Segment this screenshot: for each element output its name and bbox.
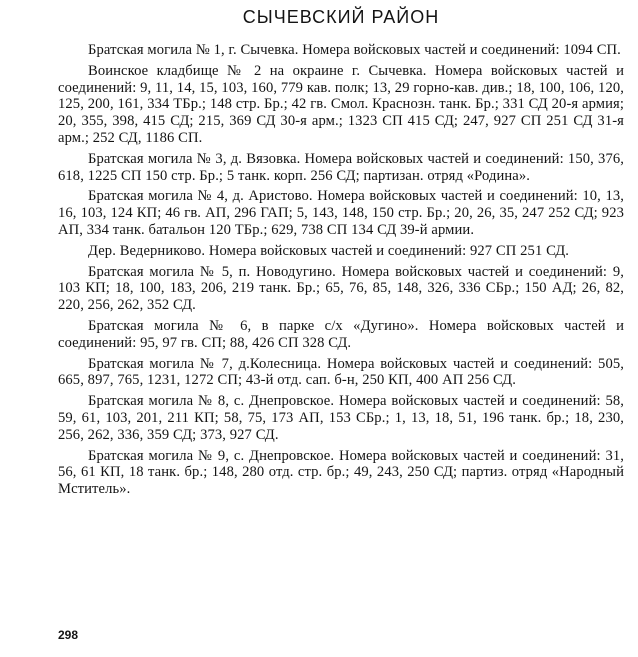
page-number: 298 bbox=[58, 628, 79, 642]
page-body bbox=[58, 6, 624, 502]
entry-mass-grave-9: Братская могила № 9, с. Днепровское. Номера войсковых частей и соединений: 31, 56, 61 КП, 18 танк. бр.; 148, 280 отд. стр. бр.; 49, 243, 250 СД; партиз. отряд «Народный Мститель». bbox=[58, 447, 624, 498]
page-title: СЫЧЕВСКИЙ РАЙОН bbox=[242, 7, 440, 27]
entry-mass-grave-3: Братская могила № 3, д. Вязовка. Номера войсковых частей и соединений: 150, 376, 618, 1225 СП 150 стр. Бр.; 5 танк. корп. 256 СД; партизан. отряд «Родина». bbox=[58, 150, 624, 184]
entry-military-cemetery-2: Воинское кладбище № 2 на окраине г. Сычевка. Номера войсковых частей и соединений: 9, 11, 14, 15, 103, 160, 779 кав. полк; 13, 29 горно-кав. див.; 18, 100, 106, 120, 125, 200, 161, 334 ТБр.; 148 стр. Бр.; 42 гв. Смол. Краснозн. танк. Бр.; 331 СД 20-я армия; 20, 355, 398, 415 СД; 215, 369 СД 30-я арм.; 1323 СП 415 СД; 247, 927 СП 251 СД 31-я арм.; 252 СД, 1186 СП. bbox=[58, 62, 624, 146]
entry-mass-grave-8: Братская могила № 8, с. Днепровское. Номера войсковых частей и соединений: 58, 59, 61, 103, 201, 211 КП; 58, 75, 173 АП, 153 СБр.; 1, 13, 18, 51, 196 танк. бр.; 18, 230, 256, 262, 336, 359 СД; 373, 927 СД. bbox=[58, 393, 624, 443]
entry-vedernikovo: Дер. Ведерниково. Номера войсковых частей и соединений: 927 СП 251 СД. bbox=[88, 242, 569, 259]
entry-mass-grave-7: Братская могила № 7, д.Колесница. Номера войсковых частей и соединений: 505, 665, 897, 765, 1231, 1272 СП; 43-й отд. сап. б-н, 250 КП, 400 АП 256 СД. bbox=[58, 355, 624, 389]
entry-mass-grave-6: Братская могила № 6, в парке с/х «Дугино». Номера войсковых частей и соединений: 95, 97 гв. СП; 88, 426 СП 328 СД. bbox=[58, 317, 624, 351]
entry-mass-grave-1: Братская могила № 1, г. Сычевка. Номера войсковых частей и соединений: 1094 СП. bbox=[88, 42, 621, 58]
entry-mass-grave-4: Братская могила № 4, д. Аристово. Номера войсковых частей и соединений: 10, 13, 16, 103, 124 КП; 46 гв. АП, 296 ГАП; 5, 143, 148, 150 стр. Бр.; 20, 26, 35, 247 252 СД; 923 АП, 334 танк. батальон 120 ТБр.; 629, 738 СП 134 СД 39-й армии. bbox=[58, 188, 624, 238]
entry-mass-grave-5: Братская могила № 5, п. Новодугино. Номера войсковых частей и соединений: 9, 103 КП; 18, 100, 183, 206, 219 танк. Бр.; 65, 76, 85, 148, 326, 336 СБр.; 150 АД; 26, 82, 220, 256, 262, 352 СД. bbox=[58, 263, 624, 314]
